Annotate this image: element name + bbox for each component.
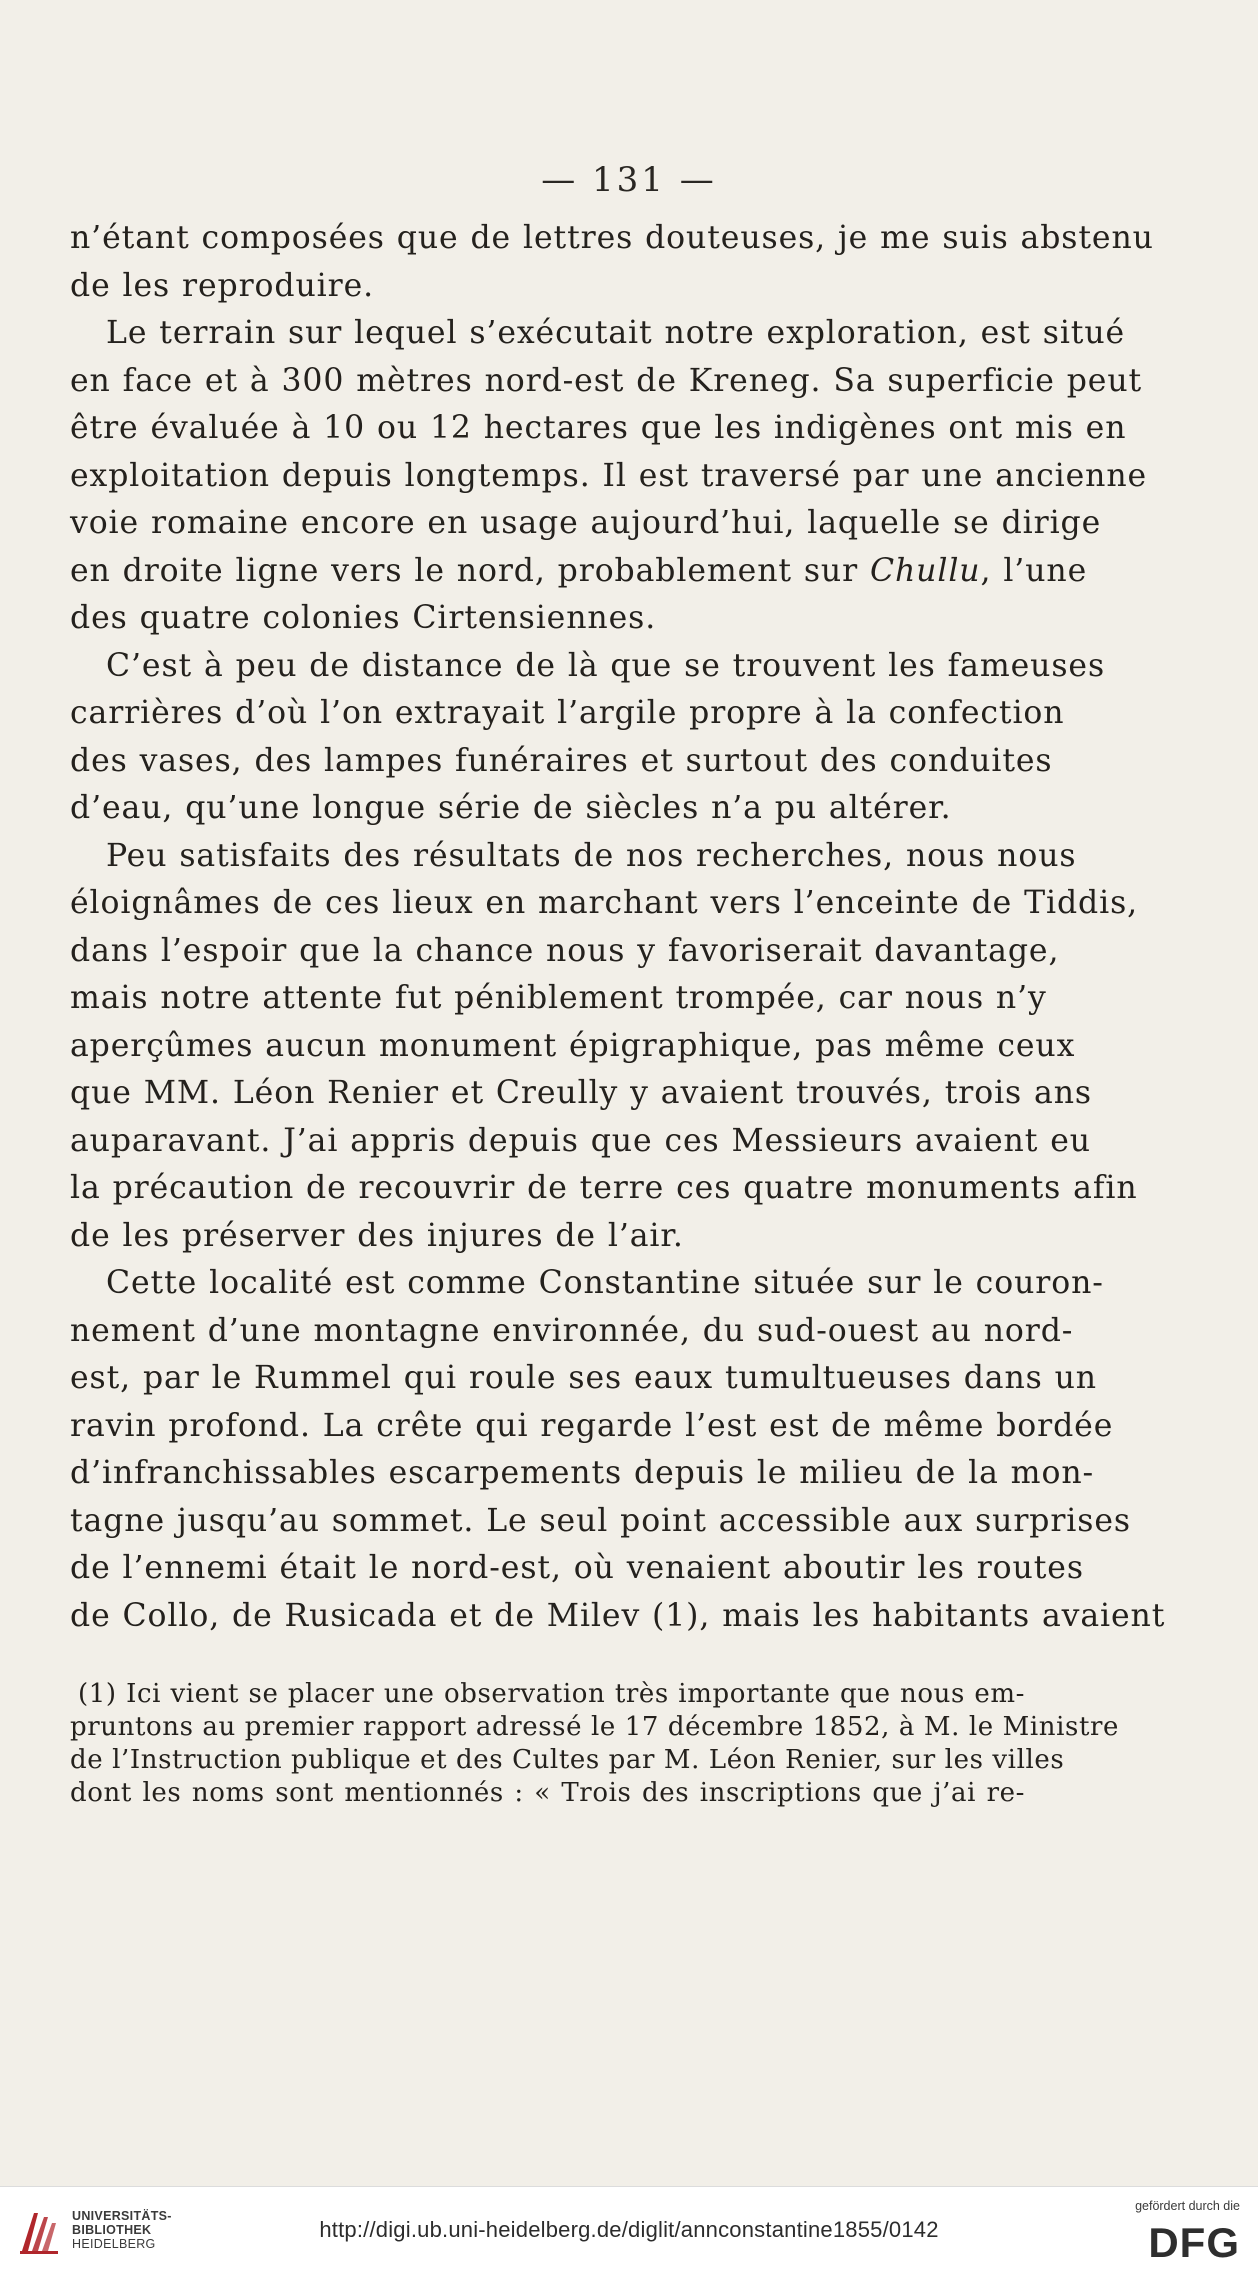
footnote-line: dont les noms sont mentionnés : « Trois des inscriptions que j’ai re-	[70, 1778, 1025, 1808]
dfg-logo: DFG	[1148, 2219, 1240, 2266]
library-name-line-2: BIBLIOTHEK	[72, 2223, 152, 2237]
text-line: que MM. Léon Renier et Creully y avaient trouvés, trois ans	[70, 1075, 1092, 1111]
text-line: nement d’une montagne environnée, du sud-ouest au nord-	[70, 1312, 1074, 1349]
text-line: est, par le Rummel qui roule ses eaux tumultueuses dans un	[70, 1360, 1097, 1396]
text-line: des vases, des lampes funéraires et surtout des conduites	[70, 742, 1053, 779]
text-line: en face et à 300 mètres nord-est de Kreneg. Sa superficie peut	[70, 362, 1143, 399]
text-line: n’étant composées que de lettres douteuses, je me suis abstenu	[70, 220, 1154, 256]
text-line: de les reproduire.	[70, 267, 375, 304]
text-line: tagne jusqu’au sommet. Le seul point accessible aux surprises	[70, 1502, 1131, 1539]
text-line: Le terrain sur lequel s’exécutait notre exploration, est situé	[106, 315, 1126, 351]
text-line: carrières d’où l’on extrayait l’argile propre à la confection	[70, 695, 1065, 731]
text-line: de les préserver des injures de l’air.	[70, 1217, 684, 1254]
text-line: éloignâmes de ces lieux en marchant vers l’enceinte de Tiddis,	[70, 885, 1139, 921]
viewer-footer	[0, 2186, 1258, 2277]
text-line: la précaution de recouvrir de terre ces quatre monuments afin	[70, 1170, 1138, 1206]
text-line: dans l’espoir que la chance nous y favoriserait davantage,	[70, 932, 1060, 969]
text-line: être évaluée à 10 ou 12 hectares que les indigènes ont mis en	[70, 410, 1127, 446]
library-name-line-1: UNIVERSITÄTS-	[72, 2209, 172, 2223]
funder-caption: gefördert durch die	[1135, 2199, 1240, 2213]
text-line: de Collo, de Rusicada et de Milev (1), mais les habitants avaient	[70, 1597, 1166, 1634]
text-line: exploitation depuis longtemps. Il est traversé par une ancienne	[70, 457, 1148, 494]
text-line: ravin profond. La crête qui regarde l’est est de même bordée	[70, 1407, 1114, 1444]
library-name-line-3: HEIDELBERG	[72, 2237, 156, 2251]
text-line: Cette localité est comme Constantine située sur le couron-	[106, 1265, 1104, 1301]
text-line: voie romaine encore en usage aujourd’hui, laquelle se dirige	[70, 505, 1102, 541]
footnote-line: pruntons au premier rapport adressé le 17 décembre 1852, à M. le Ministre	[70, 1712, 1120, 1742]
footnote-line: (1) Ici vient se placer une observation très importante que nous em-	[78, 1679, 1025, 1709]
text-line: en droite ligne vers le nord, probablement sur Chullu, l’une	[70, 552, 1088, 589]
page-number: — 131 —	[541, 160, 717, 200]
permalink-url[interactable]: http://digi.ub.uni-heidelberg.de/diglit/annconstantine1855/0142	[319, 2217, 939, 2242]
text-line: Peu satisfaits des résultats de nos recherches, nous nous	[106, 837, 1077, 874]
text-line: de l’ennemi était le nord-est, où venaient aboutir les routes	[70, 1550, 1084, 1586]
text-line: auparavant. J’ai appris depuis que ces Messieurs avaient eu	[70, 1122, 1091, 1159]
text-line: C’est à peu de distance de là que se trouvent les fameuses	[106, 647, 1106, 684]
italic-place-name: Chullu	[869, 552, 981, 589]
body-text	[70, 215, 1166, 1640]
footnotes	[70, 1678, 1120, 1810]
text-line: aperçûmes aucun monument épigraphique, pas même ceux	[70, 1027, 1076, 1064]
text-line: d’infranchissables escarpements depuis le milieu de la mon-	[70, 1455, 1095, 1491]
footnote-line: de l’Instruction publique et des Cultes par M. Léon Renier, sur les villes	[70, 1745, 1065, 1775]
text-line: d’eau, qu’une longue série de siècles n’a pu altérer.	[70, 790, 952, 826]
text-line: des quatre colonies Cirtensiennes.	[70, 600, 657, 636]
text-line: mais notre attente fut péniblement trompée, car nous n’y	[70, 980, 1047, 1016]
